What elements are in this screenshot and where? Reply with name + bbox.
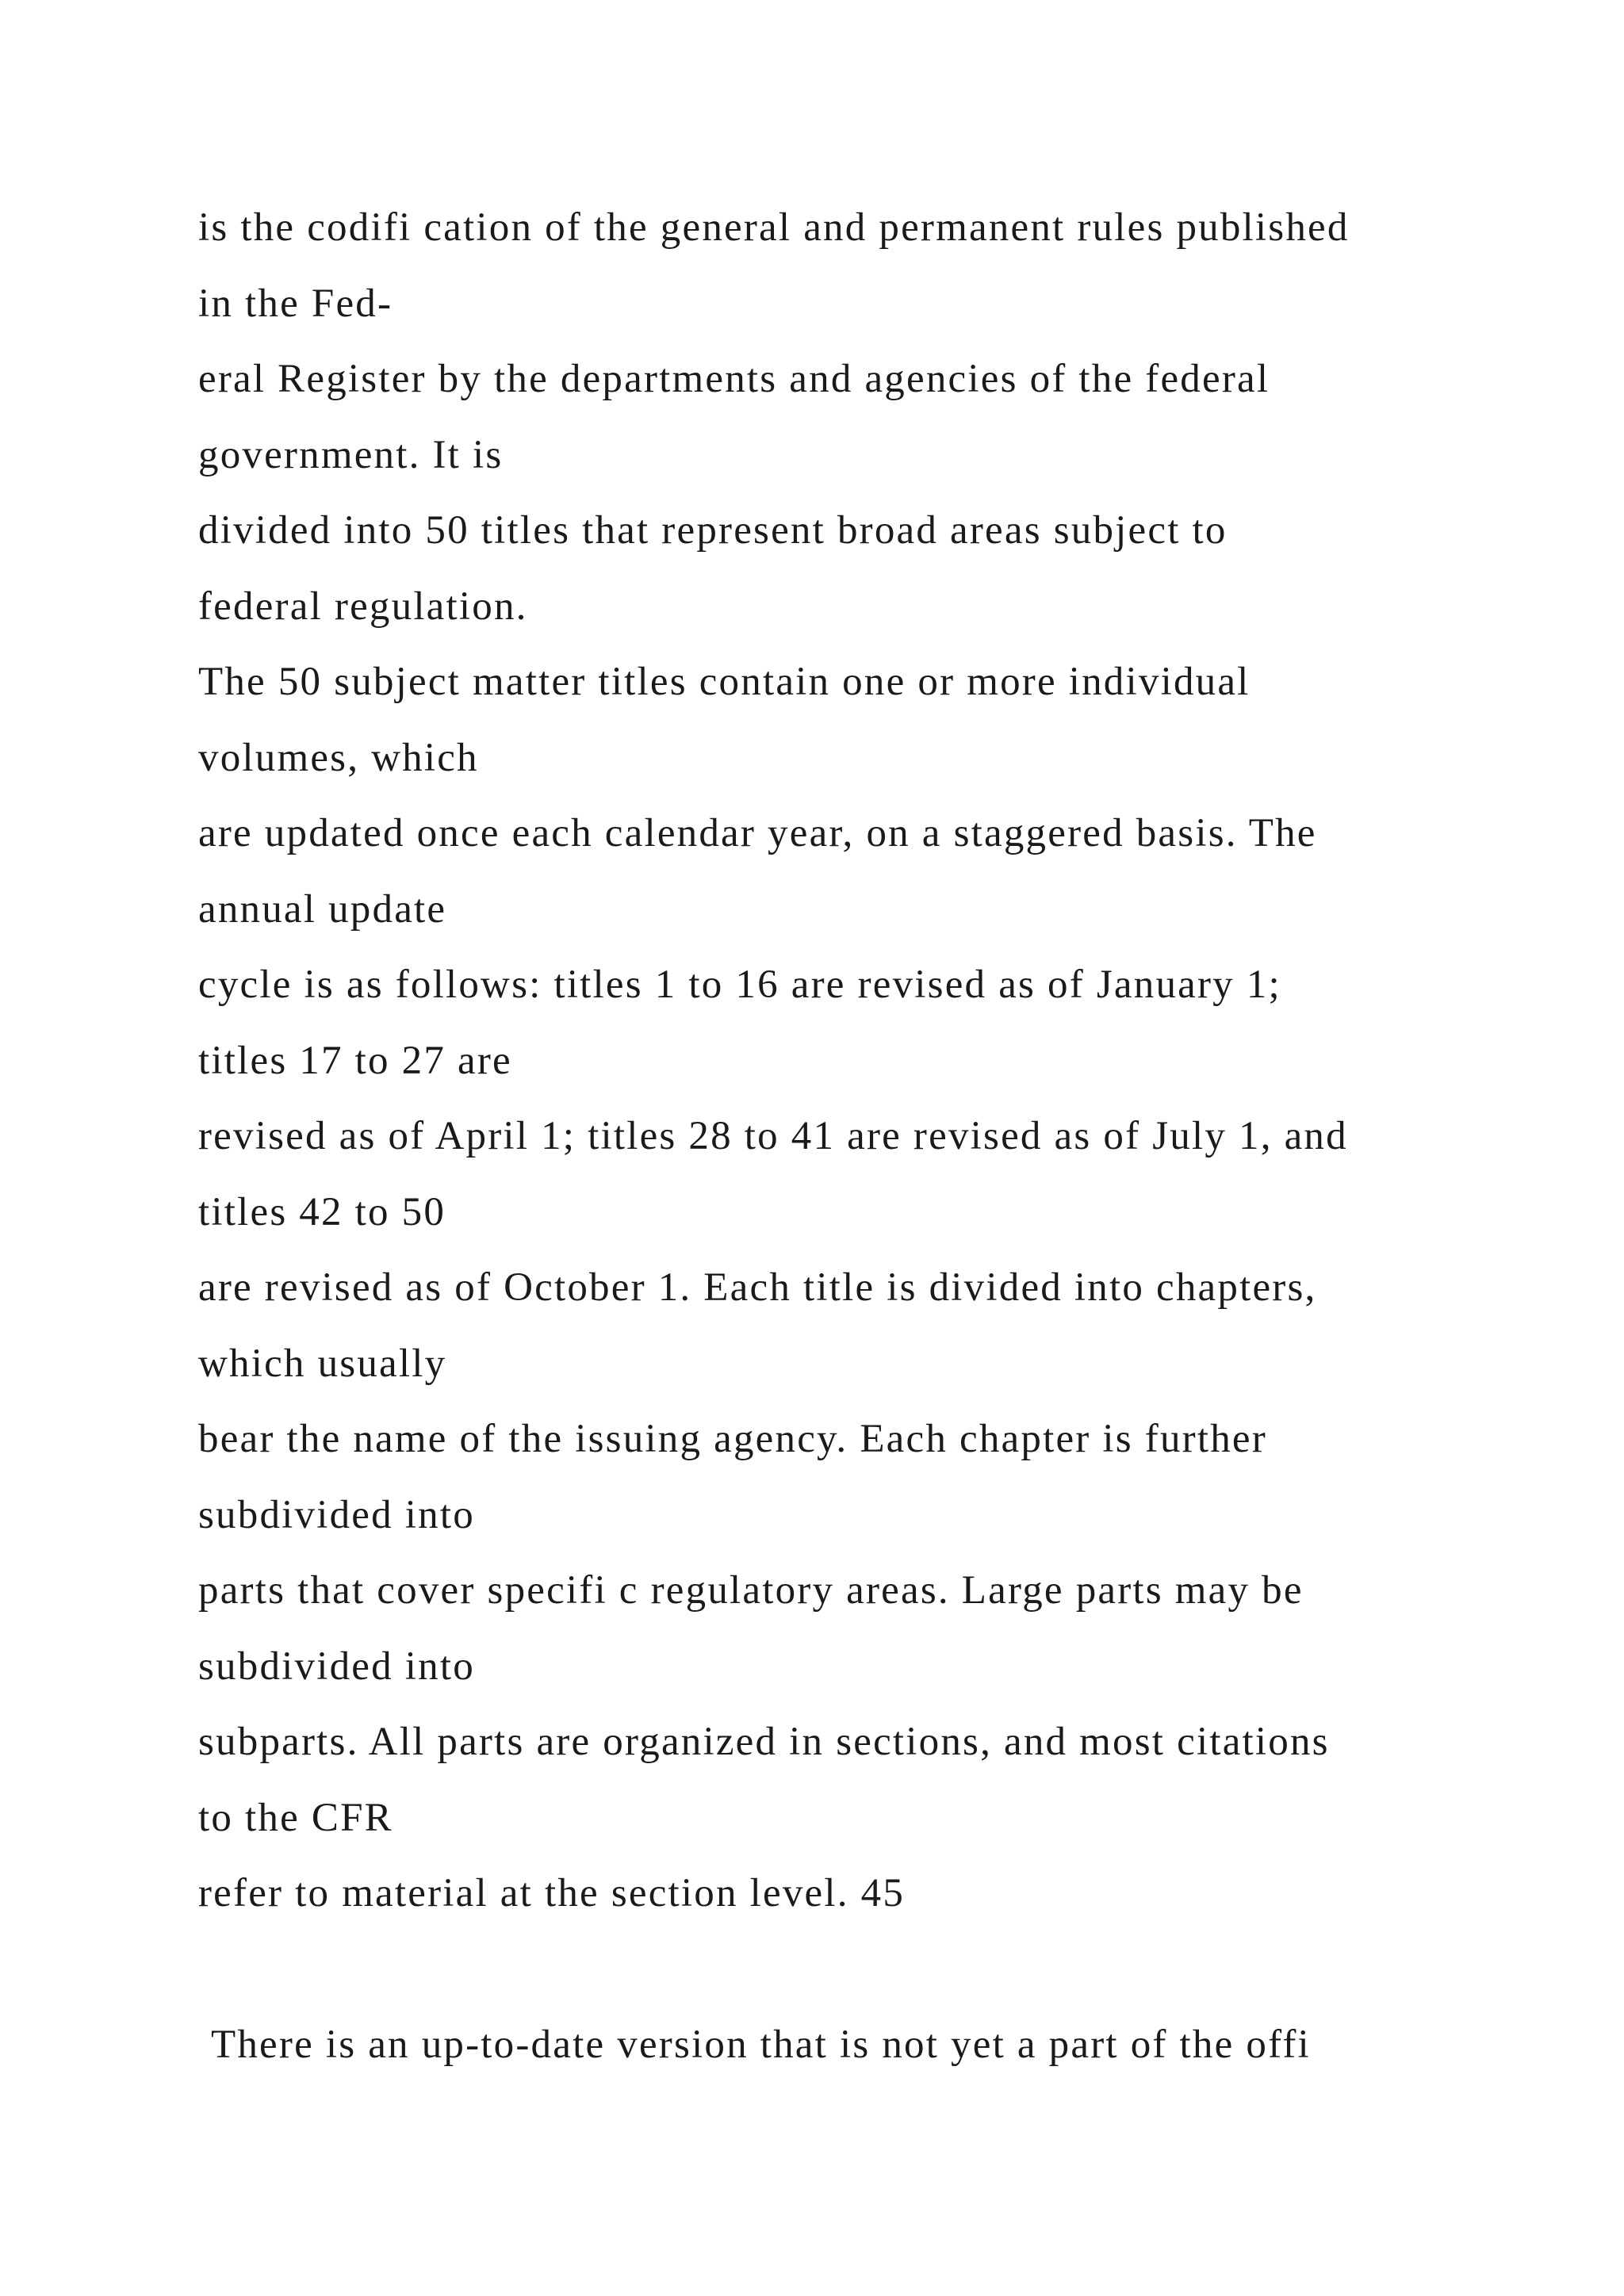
text-line: cycle is as follows: titles 1 to 16 are revised as of January 1; — [198, 962, 1281, 1007]
text-line: divided into 50 titles that represent broad areas subject to — [198, 508, 1228, 553]
text-line: are updated once each calendar year, on a staggered basis. The — [198, 811, 1317, 855]
text-line: refer to material at the section level. 45 — [198, 1871, 906, 1915]
text-line: eral Register by the departments and agencies of the federal — [198, 357, 1270, 401]
text-line-last: There is an up-to-date version that is not yet a part of the offi — [211, 2022, 1311, 2067]
text-line: subdivided into — [198, 1492, 475, 1537]
text-line: subdivided into — [198, 1644, 475, 1689]
text-line: is the codifi cation of the general and permanent rules published — [198, 205, 1350, 250]
text-line: in the Fed- — [198, 281, 393, 326]
text-line: are revised as of October 1. Each title is divided into chapters, — [198, 1265, 1317, 1310]
text-line: The 50 subject matter titles contain one or more individual — [198, 660, 1251, 704]
text-line: government. It is — [198, 432, 504, 477]
text-line: which usually — [198, 1341, 447, 1386]
text-line: annual update — [198, 886, 447, 932]
body-text — [198, 190, 1546, 2084]
text-line: titles 42 to 50 — [198, 1189, 446, 1234]
text-line: titles 17 to 27 are — [198, 1038, 512, 1083]
text-line: federal regulation. — [198, 584, 528, 629]
text-line: bear the name of the issuing agency. Each chapter is further — [198, 1417, 1267, 1461]
text-line: volumes, which — [198, 735, 479, 780]
text-line: subparts. All parts are organized in sections, and most citations — [198, 1720, 1330, 1764]
text-line: to the CFR — [198, 1795, 393, 1840]
text-line: revised as of April 1; titles 28 to 41 are revised as of July 1, and — [198, 1114, 1348, 1158]
text-line: parts that cover specifi c regulatory areas. Large parts may be — [198, 1568, 1304, 1613]
paragraph-gap — [198, 1932, 1546, 2008]
